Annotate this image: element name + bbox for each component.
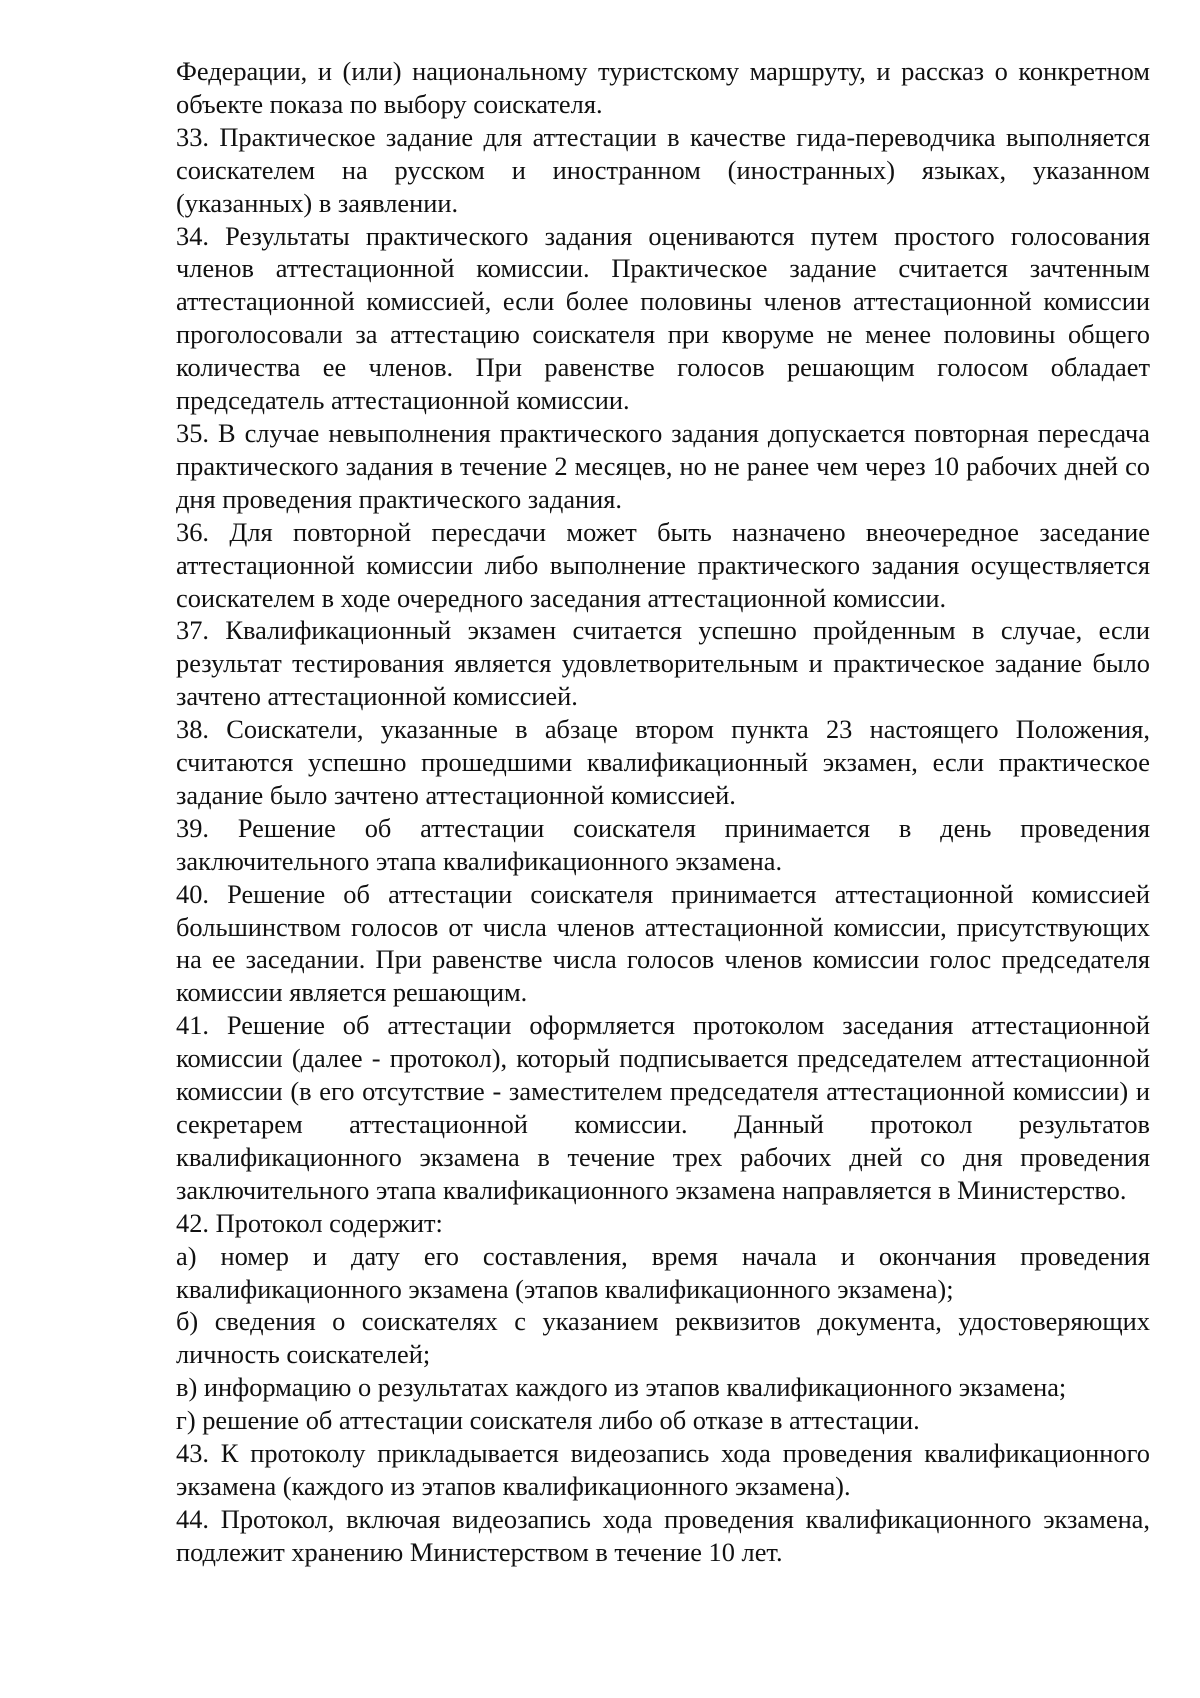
paragraph-40: 40. Решение об аттестации соискателя принимается аттестационной комиссией большинством голосов от числа членов аттестационной комиссии, присутствующих на ее заседании. При равенстве числа голосов членов комиссии голос председателя комиссии является решающим.: [176, 878, 1150, 1008]
list-item-v: в) информацию о результатах каждого из этапов квалификационного экзамена;: [176, 1372, 1067, 1403]
paragraph-44: 44. Протокол, включая видеозапись хода проведения квалификационного экзамена, подлежит хранению Министерством в течение 10 лет.: [176, 1503, 1150, 1567]
paragraph-42: 42. Протокол содержит:: [176, 1207, 443, 1238]
paragraph-33: 33. Практическое задание для аттестации в качестве гида-переводчика выполняется соискателем на русском и иностранном (иностранных) языках, указанном (указанных) в заявлении.: [176, 121, 1150, 218]
document-page: [176, 55, 1150, 1569]
paragraph-continuation: Федерации, и (или) национальному туристскому маршруту, и рассказ о конкретном объекте показа по выбору соискателя.: [176, 56, 1150, 119]
paragraph-35: 35. В случае невыполнения практического задания допускается повторная пересдача практического задания в течение 2 месяцев, но не ранее чем через 10 рабочих дней со дня проведения практического задания.: [176, 417, 1150, 514]
paragraph-43: 43. К протоколу прикладывается видеозапись хода проведения квалификационного экзамена (каждого из этапов квалификационного экзамена).: [176, 1438, 1150, 1501]
paragraph-37: 37. Квалификационный экзамен считается успешно пройденным в случае, если результат тестирования является удовлетворительным и практическое задание было зачтено аттестационной комиссией.: [176, 615, 1150, 712]
paragraph-36: 36. Для повторной пересдачи может быть назначено внеочередное заседание аттестационной комиссии либо выполнение практического задания осуществляется соискателем в ходе очередного заседания аттестационной комиссии.: [176, 516, 1150, 613]
list-item-b: б) сведения о соискателях с указанием реквизитов документа, удостоверяющих личность соискателей;: [176, 1306, 1150, 1370]
paragraph-38: 38. Соискатели, указанные в абзаце втором пункта 23 настоящего Положения, считаются успешно прошедшими квалификационный экзамен, если практическое задание было зачтено аттестационной комиссией.: [176, 714, 1150, 810]
paragraph-39: 39. Решение об аттестации соискателя принимается в день проведения заключительного этапа квалификационного экзамена.: [176, 812, 1150, 876]
paragraph-34: 34. Результаты практического задания оцениваются путем простого голосования членов аттестационной комиссии. Практическое задание считается зачтенным аттестационной комиссией, если более половины членов аттестационной комиссии проголосовали за аттестацию соискателя при кворуме не менее половины общего количества ее членов. При равенстве голосов решающим голосом обладает председатель аттестационной комиссии.: [176, 220, 1150, 416]
list-item-g: г) решение об аттестации соискателя либо об отказе в аттестации.: [176, 1405, 920, 1436]
paragraph-41: 41. Решение об аттестации оформляется протоколом заседания аттестационной комиссии (далее - протокол), который подписывается председателем аттестационной комиссии (в его отсутствие - заместителем председателя аттестационной комиссии) и секретарем аттестационной комиссии. Данный протокол результатов квалификационного экзамена в течение трех рабочих дней со дня проведения заключительного этапа квалификационного экзамена направляется в Министерство.: [176, 1010, 1150, 1205]
list-item-a: а) номер и дату его составления, время начала и окончания проведения квалификационного экзамена (этапов квалификационного экзамена);: [176, 1240, 1150, 1304]
